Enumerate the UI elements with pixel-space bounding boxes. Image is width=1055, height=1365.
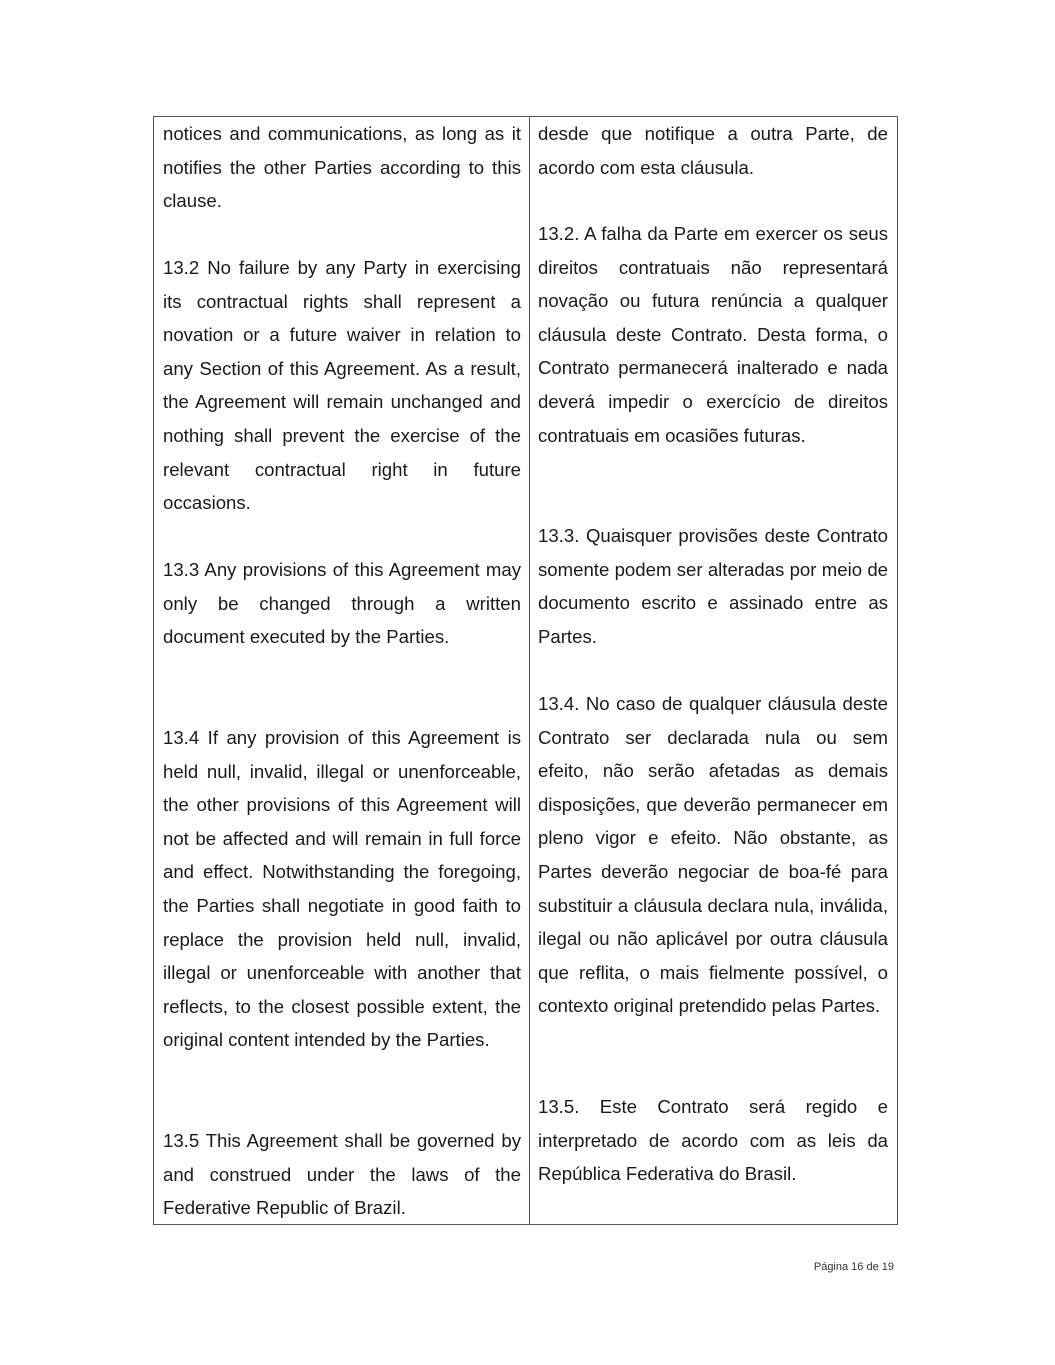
en-clause-13-4: 13.4 If any provision of this Agreement is held null, invalid, illegal or unenforceable, the other provisions of this Agreement will not be affected and will remain in full force and effect. Notwithstanding the foregoing, the Parties shall negotiate in good faith to replace the provision held null, invalid, illegal or unenforceable with another that reflects, to the closest possible extent, the original content intended by the Parties.: [163, 727, 521, 1051]
page-number: Página 16 de 19: [813, 1261, 894, 1273]
pt-clause-13-2: 13.2. A falha da Parte em exercer os seus direitos contratuais não representará novação ou futura renúncia a qualquer cláusula deste Contrato. Desta forma, o Contrato permanecerá inalterado e nada deverá impedir o exercício de direitos contratuais em ocasiões futuras.: [538, 223, 888, 446]
en-clause-13-5: 13.5 This Agreement shall be governed by and construed under the laws of the Federative Republic of Brazil.: [163, 1130, 521, 1219]
bilingual-clause-table: [153, 116, 898, 1225]
en-clause-13-2: 13.2 No failure by any Party in exercising its contractual rights shall represent a novation or a future waiver in relation to any Section of this Agreement. As a result, the Agreement will remain unchanged and nothing shall prevent the exercise of the relevant contractual right in future occasions.: [163, 257, 521, 514]
pt-clause-13-4: 13.4. No caso de qualquer cláusula deste Contrato ser declarada nula ou sem efeito, não serão afetadas as demais disposições, que deverão permanecer em pleno vigor e efeito. Não obstante, as Partes deverão negociar de boa-fé para substituir a cláusula declara nula, inválida, ilegal ou não aplicável por outra cláusula que reflita, o mais fielmente possível, o contexto original pretendido pelas Partes.: [538, 693, 888, 1017]
en-clause-13-3: 13.3 Any provisions of this Agreement may only be changed through a written document executed by the Parties.: [163, 559, 521, 648]
english-column: [154, 117, 530, 1224]
portuguese-column: [530, 117, 897, 1224]
pt-clause-13-3: 13.3. Quaisquer provisões deste Contrato somente podem ser alteradas por meio de documento escrito e assinado entre as Partes.: [538, 525, 888, 647]
pt-clause-13-1-continuation: desde que notifique a outra Parte, de acordo com esta cláusula.: [538, 123, 888, 178]
en-clause-13-1-continuation: notices and communications, as long as it notifies the other Parties according to this clause.: [163, 123, 521, 212]
pt-clause-13-5: 13.5. Este Contrato será regido e interpretado de acordo com as leis da República Federativa do Brasil.: [538, 1096, 888, 1185]
